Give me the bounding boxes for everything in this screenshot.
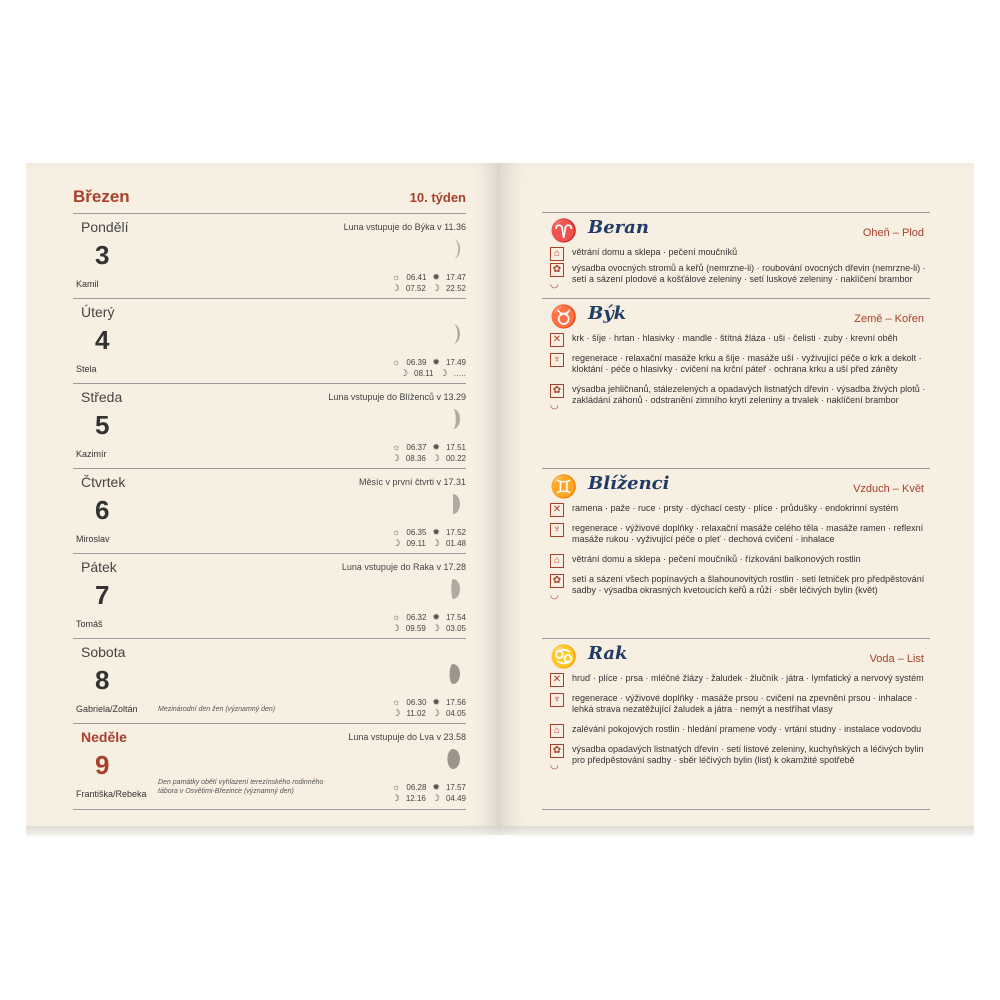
sunset-icon: ✹ bbox=[432, 272, 440, 282]
moonset-time: 00.22 bbox=[445, 454, 466, 463]
sun-times bbox=[392, 357, 466, 368]
moonrise-icon: ☽ bbox=[392, 708, 401, 718]
ram-icon: ♈ bbox=[550, 218, 578, 243]
zodiac-header bbox=[542, 213, 930, 247]
activity-text: regenerace · výživové doplňky · masáže prsou · cvičení na zpevnění prsou · inhalace · lehká strava nezatěžující žaludek a játra · nemýt a nestříhat vlasy bbox=[572, 693, 918, 714]
activity-text: výsadba opadavých listnatých dřevin · setí listové zeleniny, kuchyňských a léčivých bylin pro předpěstování sadby · sběr léčivých bylin (list) k okamžité spotřebě bbox=[572, 744, 924, 765]
sun-moon-times bbox=[392, 442, 466, 464]
moon-arc-icon: ◡ bbox=[550, 400, 559, 411]
moon-phase-icon bbox=[446, 663, 460, 685]
name-day: Gabriela/Zoltán bbox=[76, 704, 138, 714]
activity-item bbox=[542, 503, 930, 514]
moonrise-time: 07.52 bbox=[405, 284, 426, 293]
sunrise-time: 06.35 bbox=[406, 528, 427, 537]
activity-text: krk · šíje · hrtan · hlasivky · mandle · štítná žláza · uši · čelisti · zuby · krevní oběh bbox=[572, 333, 898, 343]
sunrise-time: 06.39 bbox=[406, 358, 427, 367]
activity-item bbox=[542, 333, 930, 344]
moonset-time: 22.52 bbox=[445, 284, 466, 293]
sun-times bbox=[392, 612, 466, 623]
name-day: Tomáš bbox=[76, 619, 103, 629]
sunset-icon: ✹ bbox=[432, 697, 440, 707]
moon-phase-icon bbox=[446, 408, 460, 430]
moonrise-icon: ☽ bbox=[391, 793, 400, 803]
activity-text: větrání domu a sklepa · pečení moučníků bbox=[572, 247, 738, 257]
moon-times bbox=[392, 453, 466, 464]
activity-text: regenerace · výživové doplňky · relaxační masáže celého těla · masáže ramen · reflexní masáže rukou · vyživující péče o pleť · dechová cvičení · inhalace bbox=[572, 523, 924, 544]
lunar-note: Luna vstupuje do Blíženců v 13.29 bbox=[328, 392, 466, 402]
moonset-time: ….. bbox=[453, 369, 466, 378]
moon-arc-icon: ◡ bbox=[550, 279, 559, 290]
sunset-time: 17.47 bbox=[445, 273, 466, 282]
sun-moon-times bbox=[392, 272, 466, 294]
moonrise-icon: ☽ bbox=[391, 453, 400, 463]
memorial-note: Den památky obětí vyhlazení terezínského rodinného tábora v Osvětimi-Březince (významný den) bbox=[158, 779, 324, 795]
sun-times bbox=[392, 697, 466, 708]
right-page bbox=[500, 163, 974, 835]
sunset-time: 17.52 bbox=[445, 528, 466, 537]
moon-phase-icon bbox=[446, 748, 460, 770]
zodiac-section bbox=[542, 212, 930, 299]
sunset-icon: ✹ bbox=[432, 527, 440, 537]
sunset-icon: ✹ bbox=[432, 782, 440, 792]
care-icon: ♆ bbox=[550, 693, 564, 707]
zodiac-header bbox=[542, 469, 930, 503]
lunar-note: Luna vstupuje do Lva v 23.58 bbox=[348, 732, 466, 742]
zodiac-element: Vzduch – Květ bbox=[853, 483, 924, 495]
zodiac-header bbox=[542, 299, 930, 333]
moonrise-time: 08.11 bbox=[414, 369, 434, 378]
day-name: Středa bbox=[81, 389, 123, 405]
day-row bbox=[73, 723, 466, 810]
activity-text: hruď · plíce · prsa · mléčné žlázy · žaludek · žlučník · játra · lymfatický a nervový systém bbox=[572, 673, 924, 683]
sun-moon-times bbox=[392, 782, 466, 804]
name-day: Stela bbox=[76, 364, 97, 374]
zodiac-name: Beran bbox=[588, 217, 649, 238]
body-icon: ✕ bbox=[550, 333, 564, 347]
day-number: 7 bbox=[95, 580, 110, 610]
sun-times bbox=[392, 442, 466, 453]
activity-text: výsadba jehličnanů, stálezelených a opadavých listnatých dřevin · výsadba živých plotů · zakládání záhonů · odstranění zimního krytí zeleniny a trvalek · naklíčení brambor bbox=[572, 384, 926, 405]
house-icon: ⌂ bbox=[550, 247, 564, 261]
activity-text: ramena · paže · ruce · prsty · dýchací cesty · plíce · průdušky · endokrinní systém bbox=[572, 503, 899, 513]
sunrise-icon: ☼ bbox=[392, 697, 401, 707]
moon-times bbox=[392, 538, 466, 549]
day-name: Neděle bbox=[81, 729, 127, 745]
care-icon: ♆ bbox=[550, 353, 564, 367]
sunrise-time: 06.37 bbox=[406, 443, 427, 452]
sunrise-time: 06.30 bbox=[406, 698, 427, 707]
zodiac-element: Země – Kořen bbox=[854, 313, 924, 325]
day-name: Čtvrtek bbox=[81, 474, 126, 490]
activity-item bbox=[542, 673, 930, 684]
book-shadow bbox=[26, 826, 974, 838]
name-day: Kamil bbox=[76, 279, 99, 289]
sun-moon-times bbox=[392, 612, 466, 634]
zodiac-section bbox=[542, 298, 930, 469]
sunrise-time: 06.32 bbox=[406, 613, 427, 622]
moonrise-icon: ☽ bbox=[392, 538, 401, 548]
activity-item bbox=[542, 554, 930, 565]
moonrise-icon: ☽ bbox=[391, 283, 400, 293]
sunrise-icon: ☼ bbox=[392, 612, 401, 622]
moonrise-icon: ☽ bbox=[391, 623, 400, 633]
open-planner bbox=[26, 163, 974, 835]
sun-times bbox=[392, 272, 466, 283]
day-number: 5 bbox=[95, 410, 110, 440]
zodiac-section bbox=[542, 638, 930, 810]
activity-text: výsadba ovocných stromů a keřů (nemrzne-li) · roubování ovocných dřevin (nemrzne-li) · setí a sázení plodové a košťálové zeleniny · setí luskové zeleniny · naklíčení brambor bbox=[572, 263, 926, 284]
day-name: Pondělí bbox=[81, 219, 129, 235]
moonrise-time: 09.11 bbox=[406, 539, 426, 548]
house-icon: ⌂ bbox=[550, 554, 564, 568]
activity-item bbox=[542, 724, 930, 735]
day-number: 4 bbox=[95, 325, 110, 355]
moon-times bbox=[392, 283, 466, 294]
sun-moon-times bbox=[392, 357, 466, 379]
moonset-time: 04.05 bbox=[445, 709, 466, 718]
day-name: Úterý bbox=[81, 304, 115, 320]
moonset-icon: ☽ bbox=[431, 623, 440, 633]
day-row bbox=[73, 638, 466, 724]
twins-icon: ♊ bbox=[550, 474, 578, 499]
activity-item bbox=[542, 574, 930, 601]
day-number: 3 bbox=[95, 240, 110, 270]
activity-text: regenerace · relaxační masáže krku a šíje · masáže uší · vyživující péče o krk a dekolt · kloktání · péče o hlasivky · cvičení na krční páteř · ochrana krku a uší před záněty bbox=[572, 353, 922, 374]
sunrise-icon: ☼ bbox=[392, 272, 401, 282]
moon-arc-icon: ◡ bbox=[550, 590, 559, 601]
moonrise-time: 08.36 bbox=[405, 454, 426, 463]
name-day: Františka/Rebeka bbox=[76, 789, 147, 799]
sunset-time: 17.51 bbox=[445, 443, 466, 452]
sunset-time: 17.54 bbox=[445, 613, 466, 622]
activity-text: setí a sázení všech popínavých a šlahounovitých rostlin · setí letniček pro předpěstování sadby · výsadba okrasných kvetoucích keřů a růží · sběr léčivých bylin (květ) bbox=[572, 574, 925, 595]
moonset-icon: ☽ bbox=[431, 793, 440, 803]
moonset-icon: ☽ bbox=[431, 538, 440, 548]
moon-times bbox=[392, 708, 466, 719]
activity-item bbox=[542, 353, 930, 375]
sunrise-icon: ☼ bbox=[392, 782, 401, 792]
sunrise-icon: ☼ bbox=[392, 442, 401, 452]
day-number: 8 bbox=[95, 665, 110, 695]
zodiac-element: Oheň – Plod bbox=[862, 227, 924, 239]
moonset-icon: ☽ bbox=[439, 368, 448, 378]
zodiac-section bbox=[542, 468, 930, 639]
moonset-time: 04.49 bbox=[445, 794, 466, 803]
moonset-time: 01.48 bbox=[445, 539, 466, 548]
zodiac-name: Býk bbox=[588, 303, 627, 324]
day-name: Pátek bbox=[81, 559, 117, 575]
day-row bbox=[73, 213, 466, 299]
moon-arc-icon: ◡ bbox=[550, 760, 559, 771]
sunset-icon: ✹ bbox=[432, 442, 440, 452]
sun-moon-times bbox=[392, 697, 466, 719]
activity-item bbox=[542, 384, 930, 411]
moonset-icon: ☽ bbox=[431, 283, 440, 293]
activity-item bbox=[542, 744, 930, 771]
name-day: Miroslav bbox=[76, 534, 110, 544]
moonset-time: 03.05 bbox=[445, 624, 466, 633]
sunrise-icon: ☼ bbox=[392, 357, 401, 367]
sunrise-icon: ☼ bbox=[392, 527, 401, 537]
zodiac-element: Voda – List bbox=[869, 653, 924, 665]
day-name: Sobota bbox=[81, 644, 126, 660]
lunar-note: Luna vstupuje do Býka v 11.36 bbox=[343, 222, 466, 232]
body-icon: ✕ bbox=[550, 503, 564, 517]
activity-item bbox=[542, 247, 930, 258]
sunset-time: 17.56 bbox=[445, 698, 466, 707]
sunrise-time: 06.28 bbox=[406, 783, 427, 792]
sun-times bbox=[392, 527, 466, 538]
sun-times bbox=[392, 782, 466, 793]
activity-item bbox=[542, 523, 930, 545]
plant-icon: ✿ bbox=[550, 263, 564, 277]
name-day: Kazimír bbox=[76, 449, 107, 459]
moonset-icon: ☽ bbox=[431, 708, 440, 718]
activity-text: zalévání pokojových rostlin · hledání pramene vody · vrtání studny · instalace vodovodu bbox=[572, 724, 922, 734]
zodiac-name: Blíženci bbox=[588, 473, 670, 494]
lunar-note: Měsíc v první čtvrti v 17.31 bbox=[358, 477, 466, 487]
house-icon: ⌂ bbox=[550, 724, 564, 738]
lunar-note: Luna vstupuje do Raka v 17.28 bbox=[341, 562, 466, 572]
day-row bbox=[73, 383, 466, 469]
moon-phase-icon bbox=[446, 493, 460, 515]
memorial-note: Mezinárodní den žen (významný den) bbox=[158, 706, 276, 713]
zodiac-header bbox=[542, 639, 930, 673]
bull-icon: ♉ bbox=[550, 304, 578, 329]
moonrise-icon: ☽ bbox=[399, 368, 409, 378]
plant-icon: ✿ bbox=[550, 384, 564, 398]
left-page bbox=[26, 163, 500, 835]
sunset-icon: ✹ bbox=[432, 612, 440, 622]
sun-moon-times bbox=[392, 527, 466, 549]
plant-icon: ✿ bbox=[550, 574, 564, 588]
care-icon: ♆ bbox=[550, 523, 564, 537]
day-row bbox=[73, 553, 466, 639]
week-number: 10. týden bbox=[409, 190, 466, 205]
zodiac-name: Rak bbox=[588, 643, 628, 664]
moonrise-time: 11.02 bbox=[406, 709, 426, 718]
moon-phase-icon bbox=[446, 323, 460, 345]
day-number: 6 bbox=[95, 495, 110, 525]
day-number: 9 bbox=[95, 750, 110, 780]
activity-item bbox=[542, 263, 930, 290]
body-icon: ✕ bbox=[550, 673, 564, 687]
activity-text: větrání domu a sklepa · pečení moučníků · řízkování balkonových rostlin bbox=[572, 554, 861, 564]
sunrise-time: 06.41 bbox=[406, 273, 427, 282]
moon-times bbox=[392, 368, 466, 379]
moon-phase-icon bbox=[446, 238, 460, 260]
sunset-time: 17.57 bbox=[445, 783, 466, 792]
sunset-time: 17.49 bbox=[445, 358, 466, 367]
moonrise-time: 09.59 bbox=[405, 624, 426, 633]
moon-phase-icon bbox=[446, 578, 460, 600]
moonrise-time: 12.16 bbox=[405, 794, 426, 803]
plant-icon: ✿ bbox=[550, 744, 564, 758]
moon-times bbox=[392, 793, 466, 804]
moonset-icon: ☽ bbox=[431, 453, 440, 463]
month-title: Březen bbox=[73, 187, 130, 206]
day-row bbox=[73, 468, 466, 554]
day-row bbox=[73, 298, 466, 384]
activity-item bbox=[542, 693, 930, 715]
moon-times bbox=[392, 623, 466, 634]
sunset-icon: ✹ bbox=[432, 357, 440, 367]
crab-icon: ♋ bbox=[550, 644, 578, 669]
